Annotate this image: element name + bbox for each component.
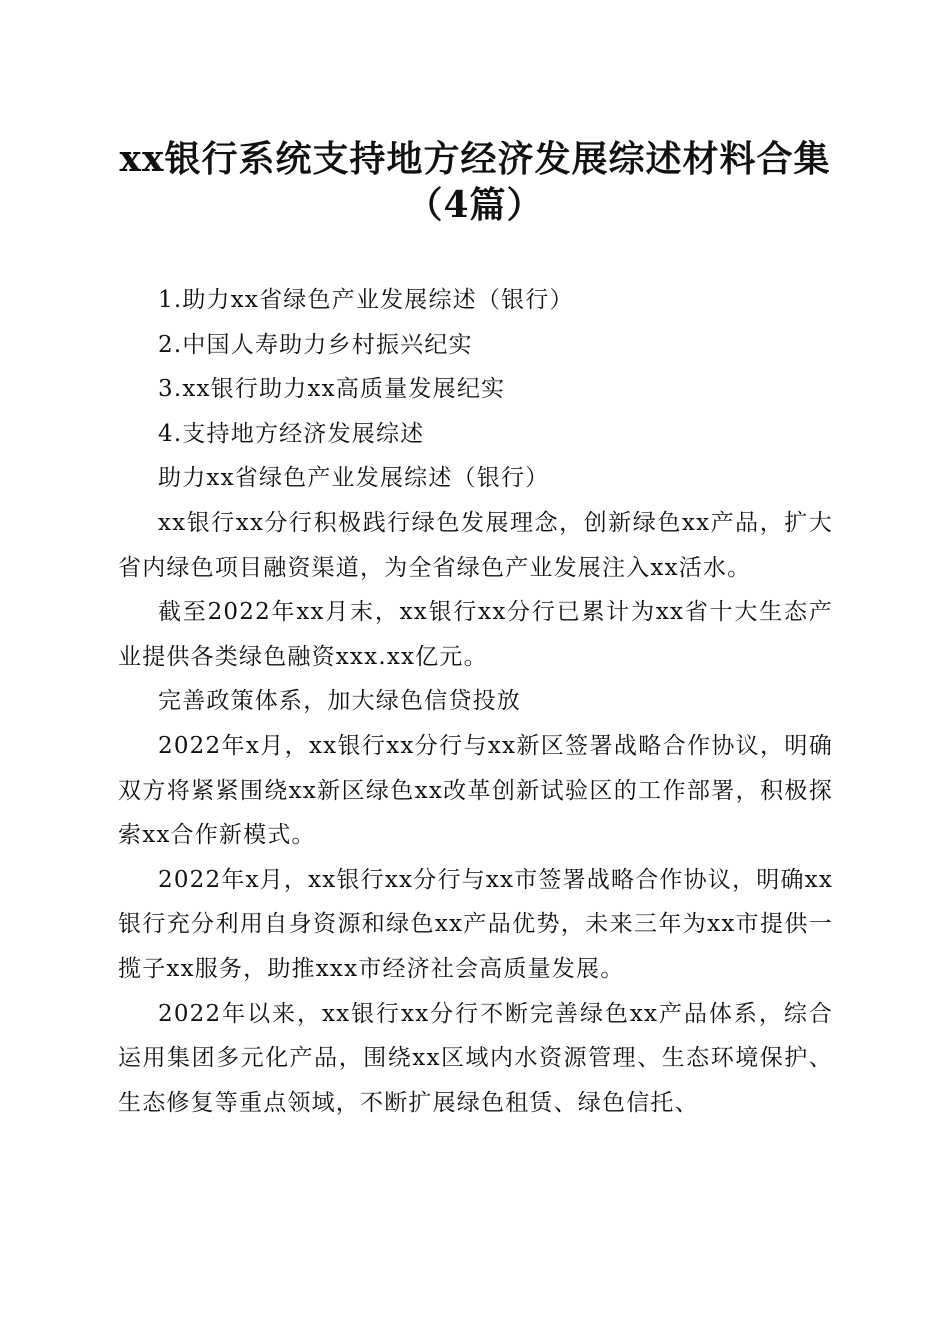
body-paragraph: 2022年x月，xx银行xx分行与xx市签署战略合作协议，明确xx银行充分利用自身资源和绿色xx产品优势，未来三年为xx市提供一揽子xx服务，助推xxx市经济社会高质量发展。 xyxy=(118,866,833,982)
body-paragraph: 截至2022年xx月末，xx银行xx分行已累计为xx省十大生态产业提供各类绿色融资xxx.xx亿元。 xyxy=(118,599,833,670)
document-body xyxy=(118,278,833,1125)
document-title-subtitle: （4篇） xyxy=(406,184,544,226)
toc-item: 3.xx银行助力xx高质量发展纪实 xyxy=(158,376,506,403)
toc-item: 4.支持地方经济发展综述 xyxy=(158,420,425,447)
body-paragraph: 2022年x月，xx银行xx分行与xx新区签署战略合作协议，明确双方将紧紧围绕xx新区绿色xx改革创新试验区的工作部署，积极探索xx合作新模式。 xyxy=(118,732,833,849)
body-paragraph: 2022年以来，xx银行xx分行不断完善绿色xx产品体系，综合运用集团多元化产品，围绕xx区域内水资源管理、生态环境保护、生态修复等重点领域，不断扩展绿色租赁、绿色信托、 xyxy=(118,1000,833,1116)
section-heading: 助力xx省绿色产业发展综述（银行） xyxy=(158,465,550,492)
document-title: xx银行系统支持地方经济发展综述材料合集 xyxy=(119,138,831,180)
toc-item: 2.中国人寿助力乡村振兴纪实 xyxy=(158,331,473,358)
subsection-heading: 完善政策体系，加大绿色信贷投放 xyxy=(158,688,521,715)
body-paragraph: xx银行xx分行积极践行绿色发展理念，创新绿色xx产品，扩大省内绿色项目融资渠道，为全省绿色产业发展注入xx活水。 xyxy=(118,509,833,581)
toc-item: 1.助力xx省绿色产业发展综述（银行） xyxy=(158,287,574,313)
